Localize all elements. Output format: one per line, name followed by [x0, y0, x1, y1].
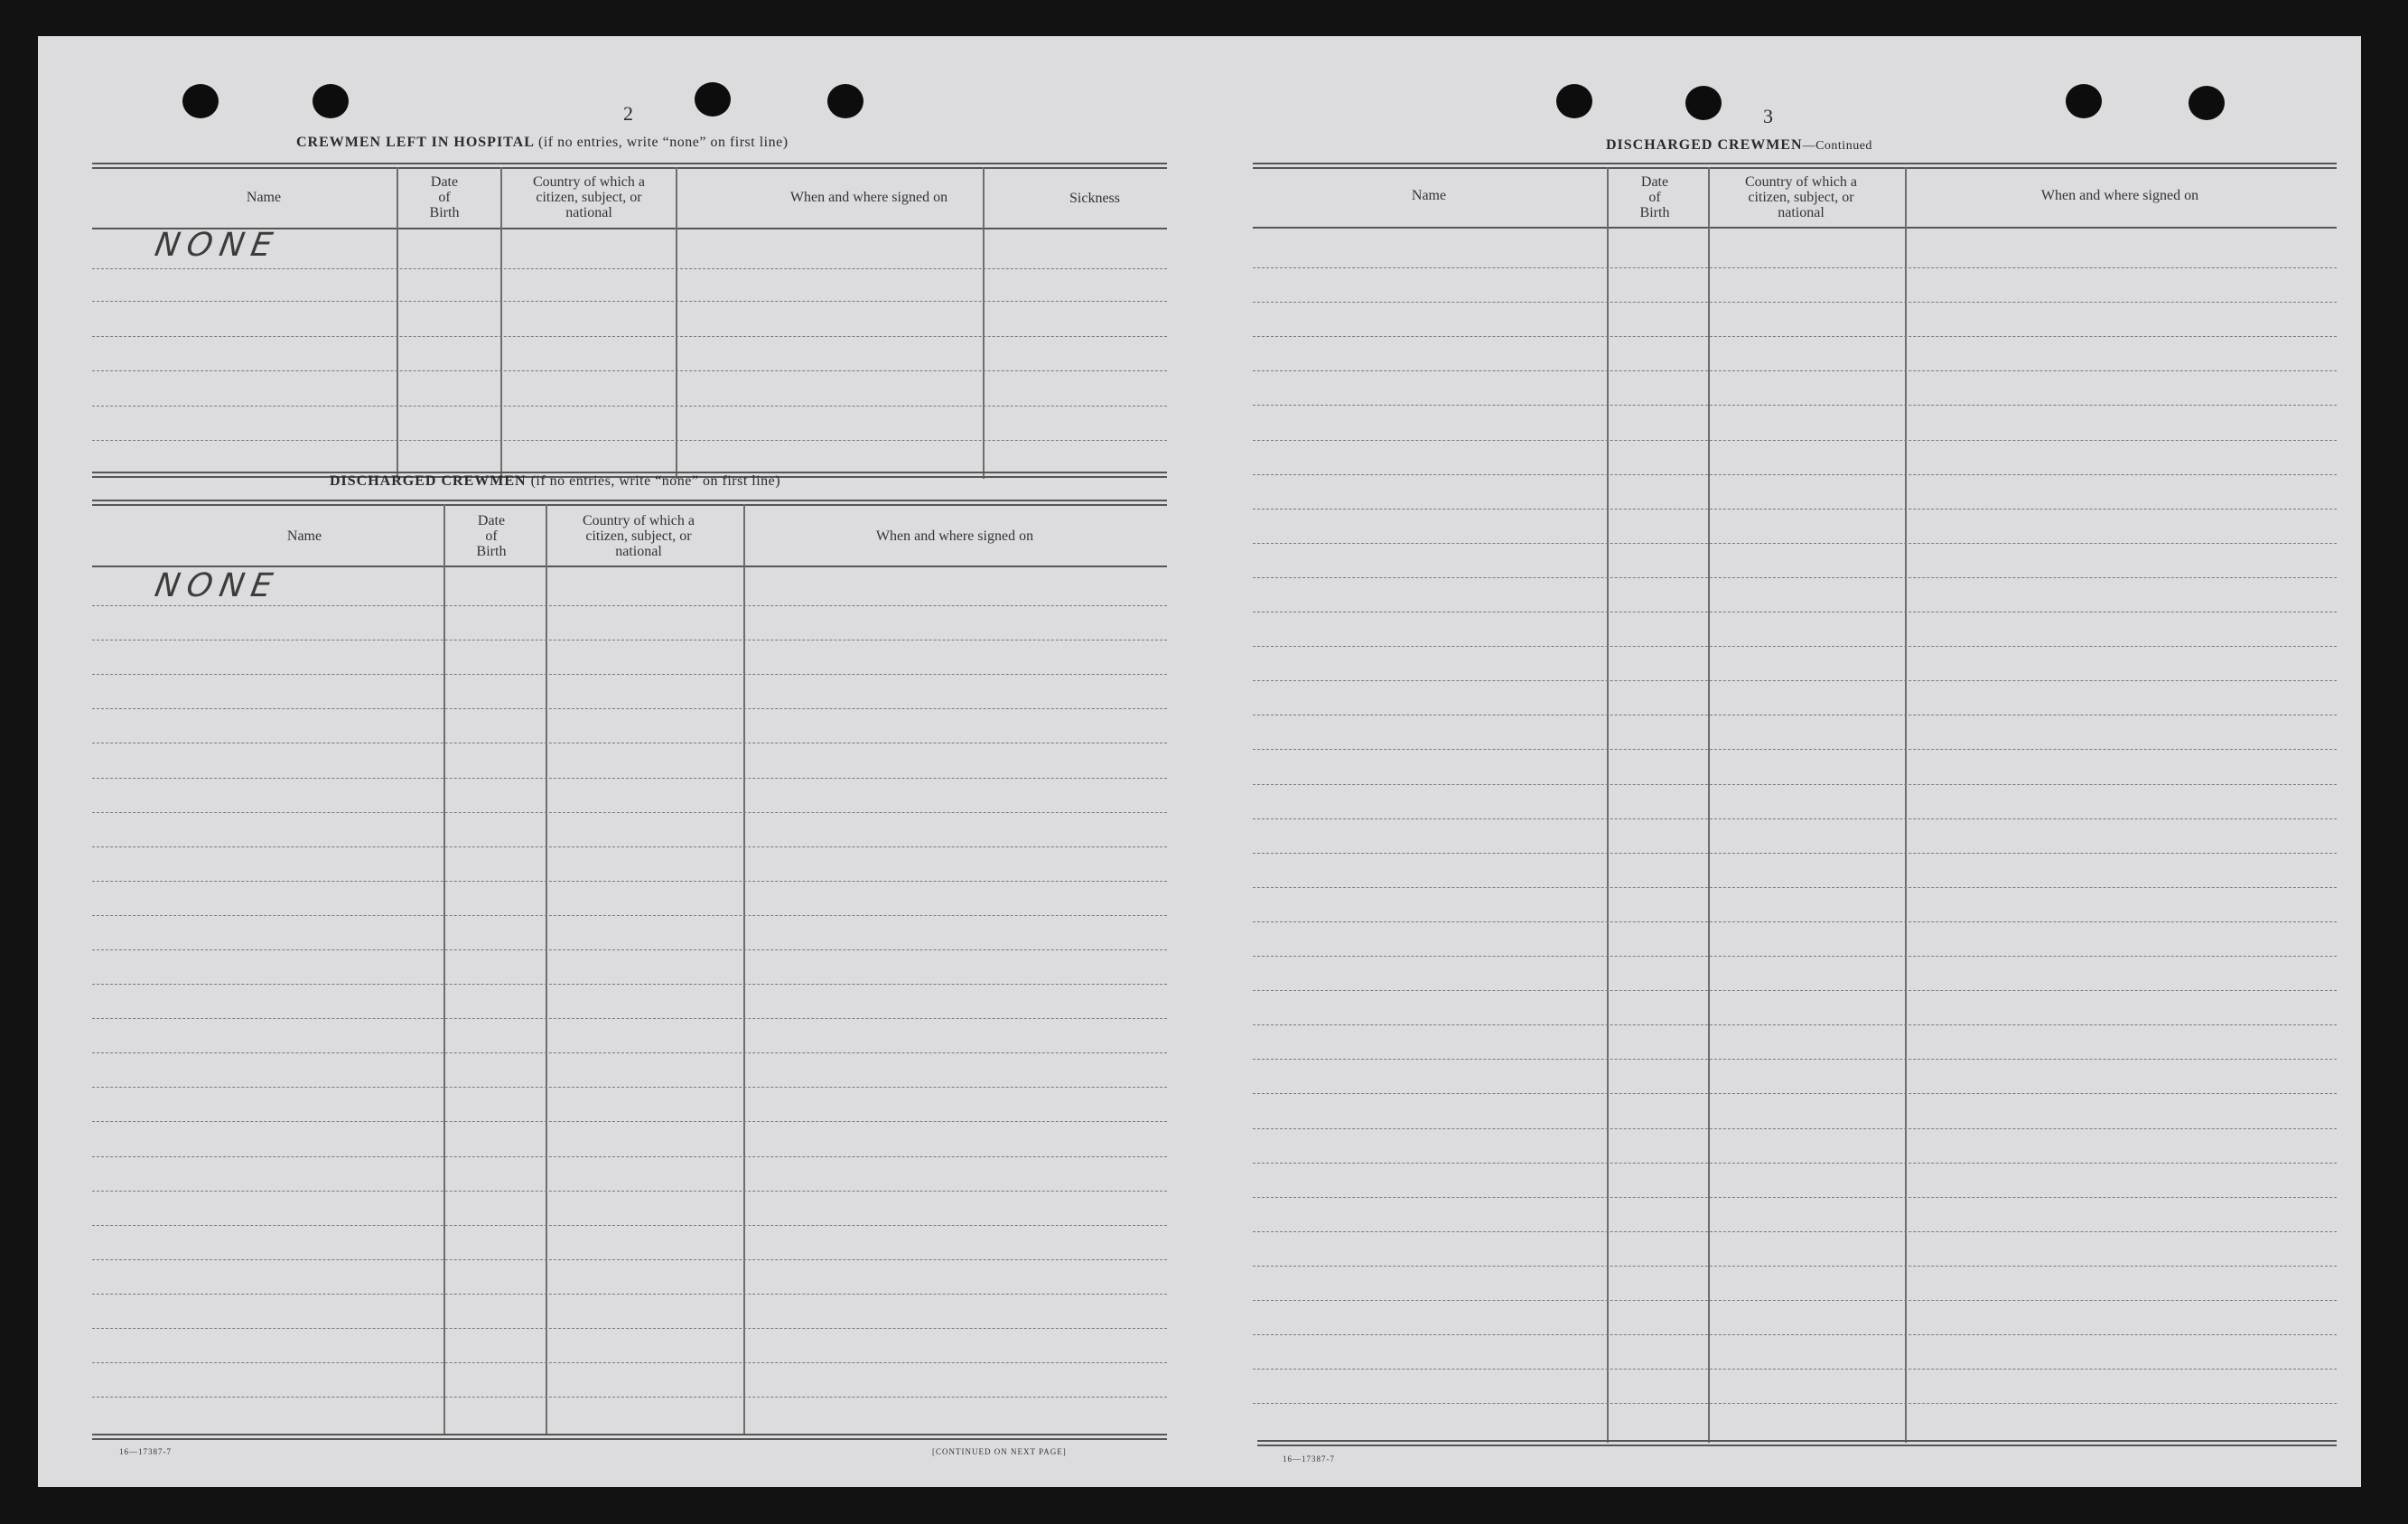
entry-line [1253, 749, 2337, 750]
page-number: 2 [623, 102, 634, 125]
entry-line [92, 1052, 1167, 1053]
header-line: Birth [429, 205, 460, 220]
continued-note: [CONTINUED ON NEXT PAGE] [932, 1447, 1067, 1456]
column-header-date-of-birth [1610, 174, 1700, 220]
entry-line [92, 1191, 1167, 1192]
entry-line [92, 605, 1167, 606]
table-top-rule [92, 163, 1167, 164]
entry-line [1253, 1369, 2337, 1370]
handwritten-entry: NONE [152, 227, 283, 264]
header-line: Country of which a [583, 513, 695, 528]
column-header-country [548, 513, 729, 559]
form-sheet [38, 36, 2361, 1487]
section-title-suffix: —Continued [1802, 139, 1872, 153]
header-line: national [565, 205, 612, 220]
column-header-signed-on: When and where signed on [2040, 188, 2199, 203]
header-line: Birth [1639, 205, 1670, 220]
column-divider [500, 167, 502, 479]
entry-line [92, 984, 1167, 985]
entry-line [92, 370, 1167, 371]
column-divider [1708, 167, 1710, 1443]
entry-line [92, 778, 1167, 779]
entry-line [92, 268, 1167, 269]
column-header-country [503, 174, 675, 220]
entry-line [1253, 543, 2337, 544]
entry-line [1253, 1024, 2337, 1025]
column-header-name: Name [286, 528, 322, 544]
punch-hole [695, 82, 731, 117]
header-line: Date [477, 513, 506, 528]
column-divider [1607, 167, 1609, 1443]
entry-line [1253, 302, 2337, 303]
hospital-section-title [296, 135, 789, 151]
entry-line [92, 674, 1167, 675]
page-number: 3 [1763, 105, 1774, 127]
table-top-rule [92, 500, 1167, 501]
entry-line [1253, 853, 2337, 854]
column-divider [397, 167, 398, 479]
header-line: of [1648, 190, 1661, 205]
table-top-rule [1253, 167, 2337, 169]
header-line: citizen, subject, or [1748, 190, 1854, 205]
table-bottom-rule [1257, 1440, 2337, 1442]
column-header-sickness: Sickness [1069, 191, 1120, 206]
column-header-country [1711, 174, 1891, 220]
column-divider [676, 167, 677, 479]
entry-line [92, 708, 1167, 709]
punch-hole [1685, 86, 1722, 120]
header-line: citizen, subject, or [585, 528, 692, 544]
entry-line [92, 949, 1167, 950]
header-line: of [485, 528, 498, 544]
entry-line [92, 915, 1167, 916]
entry-line [1253, 1163, 2337, 1164]
column-header-signed-on: When and where signed on [789, 190, 948, 205]
discharged-continued-title [1606, 137, 1872, 154]
table-top-rule [1253, 163, 2337, 164]
handwritten-entry: NONE [152, 567, 283, 604]
entry-line [92, 1259, 1167, 1260]
entry-line [1253, 646, 2337, 647]
entry-line [1253, 405, 2337, 406]
section-title-text: DISCHARGED CREWMEN [1606, 137, 1803, 153]
header-bottom-rule [1253, 227, 2337, 229]
entry-line [1253, 440, 2337, 441]
header-line: Date [1640, 174, 1669, 190]
header-line: Birth [476, 544, 507, 559]
entry-line [92, 1121, 1167, 1122]
table-bottom-rule [1257, 1445, 2337, 1446]
discharged-section-title [330, 473, 780, 490]
column-header-date-of-birth [399, 174, 490, 220]
entry-line [92, 1087, 1167, 1088]
entry-line [1253, 1266, 2337, 1267]
entry-line [1253, 680, 2337, 681]
header-line: citizen, subject, or [536, 190, 642, 205]
entry-line [92, 1397, 1167, 1398]
entry-line [1253, 1128, 2337, 1129]
column-header-name: Name [246, 190, 282, 205]
entry-line [1253, 784, 2337, 785]
entry-line [1253, 336, 2337, 337]
entry-line [92, 336, 1167, 337]
column-header-date-of-birth [446, 513, 537, 559]
column-divider [546, 504, 547, 1435]
entry-line [1253, 1300, 2337, 1301]
table-top-rule [92, 504, 1167, 506]
entry-line [1253, 1059, 2337, 1060]
column-divider [743, 504, 745, 1435]
header-line: national [615, 544, 662, 559]
table-top-rule [92, 167, 1167, 169]
entry-line [1253, 1093, 2337, 1094]
header-line: national [1778, 205, 1825, 220]
punch-hole [827, 84, 863, 118]
column-header-signed-on: When and where signed on [875, 528, 1034, 544]
header-line: Country of which a [1745, 174, 1857, 190]
entry-line [1253, 267, 2337, 268]
section-title-text: DISCHARGED CREWMEN [330, 473, 527, 489]
form-number: 16—17387-7 [119, 1447, 172, 1456]
entry-line [1253, 370, 2337, 371]
entry-line [1253, 1403, 2337, 1404]
entry-line [1253, 818, 2337, 819]
entry-line [1253, 1231, 2337, 1232]
entry-line [92, 812, 1167, 813]
column-divider [983, 167, 985, 479]
column-divider [1905, 167, 1907, 1443]
entry-line [1253, 1334, 2337, 1335]
entry-line [92, 1225, 1167, 1226]
entry-line [92, 301, 1167, 302]
entry-line [1253, 509, 2337, 510]
entry-line [1253, 990, 2337, 991]
punch-hole [182, 84, 219, 118]
punch-hole [313, 84, 349, 118]
entry-line [92, 846, 1167, 847]
section-title-text: CREWMEN LEFT IN HOSPITAL [296, 135, 535, 150]
entry-line [92, 1328, 1167, 1329]
entry-line [1253, 921, 2337, 922]
entry-line [1253, 887, 2337, 888]
header-line: of [438, 190, 451, 205]
punch-hole [1556, 84, 1592, 118]
entry-line [92, 1294, 1167, 1295]
punch-hole [2066, 84, 2102, 118]
entry-line [1253, 956, 2337, 957]
table-bottom-rule [92, 1434, 1167, 1435]
table-bottom-rule [92, 1438, 1167, 1440]
entry-line [92, 1156, 1167, 1157]
entry-line [92, 440, 1167, 441]
form-number: 16—17387-7 [1283, 1454, 1335, 1463]
entry-line [1253, 1197, 2337, 1198]
column-header-name: Name [1411, 188, 1447, 203]
header-line: Date [430, 174, 459, 190]
entry-line [1253, 577, 2337, 578]
entry-line [92, 406, 1167, 407]
entry-line [1253, 474, 2337, 475]
column-divider [443, 504, 445, 1435]
punch-hole [2189, 86, 2225, 120]
entry-line [92, 1018, 1167, 1019]
entry-line [92, 881, 1167, 882]
section-note: (if no entries, write “none” on first line) [530, 473, 781, 489]
section-note: (if no entries, write “none” on first line) [538, 135, 789, 150]
entry-line [92, 1362, 1167, 1363]
header-line: Country of which a [533, 174, 645, 190]
